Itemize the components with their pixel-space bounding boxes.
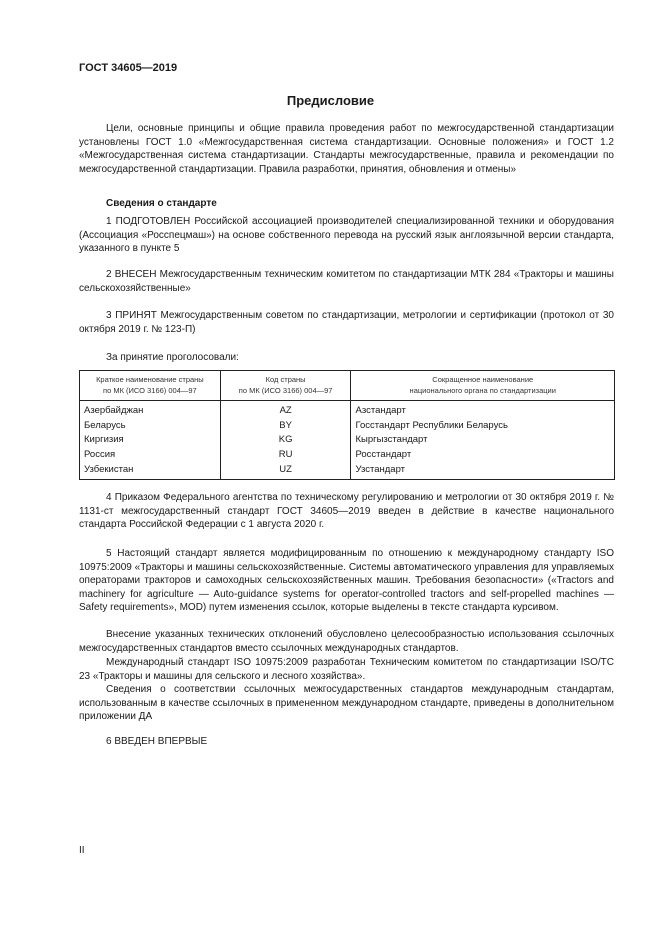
voting-table xyxy=(79,370,615,480)
table-header-country: Краткое наименование страны по МК (ИСО 3166) 004—97 xyxy=(80,371,221,401)
section-title: Сведения о стандарте xyxy=(106,198,217,209)
table-header-body: Сокращенное наименование национального органа по стандартизации xyxy=(351,371,615,401)
item-5-committee: Международный стандарт ISO 10975:2009 разработан Техническим комитетом по стандартизации ISO/TC 23 «Тракторы и машины для сельского и лесного хозяйства». xyxy=(79,657,614,682)
page-number: II xyxy=(79,845,85,856)
table-row xyxy=(80,433,615,448)
item-5: 5 Настоящий стандарт является модифицированным по отношению к международному стандарту ISO 10975:2009 «Тракторы и машины сельскохозяйственные. Системы автоматического управления для управляемых операторами тракторов и самоходных сельскохозяйственных машин. Требования безопасности» («Tractors and machinery for agriculture — Auto-guidance systems for operator-controlled tractors and self-propelled machines — Safety requirements», MOD) путем изменения ссылок, которые выделены в тексте стандарта курсивом. xyxy=(79,548,614,614)
cell-code: KG xyxy=(220,433,351,448)
cell-country: Киргизия xyxy=(80,433,221,448)
table-row xyxy=(80,462,615,479)
page-title: Предисловие xyxy=(286,93,375,108)
document-code: ГОСТ 34605—2019 xyxy=(79,62,178,74)
table-row xyxy=(80,403,615,418)
item-1: 1 ПОДГОТОВЛЕН Российской ассоциацией производителей специализированной техники и оборудования (Ассоциация «Росспецмаш») на основе собственного перевода на русский язык англоязычной версии стандарта, указанного в пункте 5 xyxy=(79,216,614,255)
cell-code: BY xyxy=(220,418,351,433)
cell-body: Росстандарт xyxy=(351,447,615,462)
item-6: 6 ВВЕДЕН ВПЕРВЫЕ xyxy=(106,736,208,747)
cell-code: AZ xyxy=(220,403,351,418)
cell-body: Кыргызстандарт xyxy=(351,433,615,448)
item-5-deviations: Внесение указанных технических отклонений обусловлено целесообразностью использования ссылочных межгосударственных стандартов вместо ссылочных международных стандартов. xyxy=(79,629,614,654)
table-row xyxy=(80,418,615,433)
cell-country: Россия xyxy=(80,447,221,462)
intro-paragraph: Цели, основные принципы и общие правила проведения работ по межгосударственной стандартизации установлены ГОСТ 1.0 «Межгосударственная система стандартизации. Основные положения» и ГОСТ 1.2 «Межгосударственная система стандартизации. Стандарты межгосударственные, правила и рекомендации по межгосударственной стандартизации. Правила разработки, принятия, обновления и отмены» xyxy=(79,123,614,175)
table-header-code: Код страны по МК (ИСО 3166) 004—97 xyxy=(220,371,351,401)
voted-caption: За принятие проголосовали: xyxy=(106,352,239,363)
cell-body: Азстандарт xyxy=(351,403,615,418)
table-header-row xyxy=(80,371,615,401)
cell-country: Беларусь xyxy=(80,418,221,433)
cell-code: UZ xyxy=(220,462,351,479)
item-3: 3 ПРИНЯТ Межгосударственным советом по стандартизации, метрологии и сертификации (протокол от 30 октября 2019 г. № 123-П) xyxy=(79,310,614,335)
item-5-references: Сведения о соответствии ссылочных межгосударственных стандартов международным стандартам, использованным в качестве ссылочных в примененном международном стандарте, приведены в дополнительном приложении ДА xyxy=(79,684,614,723)
item-4: 4 Приказом Федерального агентства по техническому регулированию и метрологии от 30 октября 2019 г. № 1131-ст межгосударственный стандарт ГОСТ 34605—2019 введен в действие в качестве национального стандарта Российской Федерации с 1 августа 2020 г. xyxy=(79,492,614,531)
cell-body: Узстандарт xyxy=(351,462,615,479)
cell-body: Госстандарт Республики Беларусь xyxy=(351,418,615,433)
cell-country: Азербайджан xyxy=(80,403,221,418)
cell-country: Узбекистан xyxy=(80,462,221,479)
cell-code: RU xyxy=(220,447,351,462)
table-row xyxy=(80,447,615,462)
item-2: 2 ВНЕСЕН Межгосударственным техническим комитетом по стандартизации МТК 284 «Тракторы и машины сельскохозяйственные» xyxy=(79,269,614,294)
